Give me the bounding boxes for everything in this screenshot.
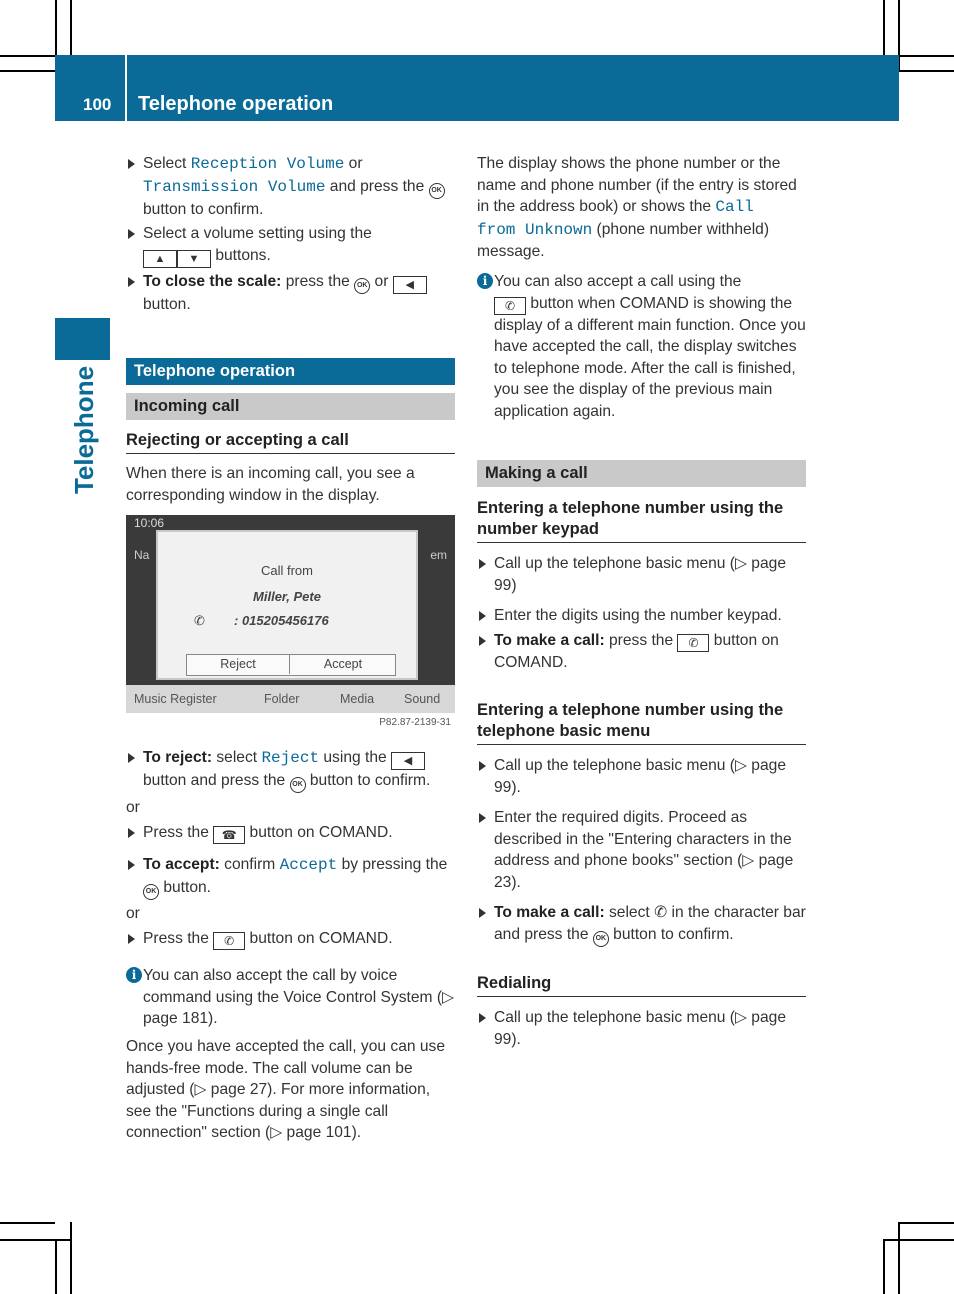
- menu-item-sound[interactable]: Sound: [404, 692, 441, 706]
- end-call-icon: ☎: [213, 826, 245, 844]
- call-icon: ✆: [494, 297, 526, 315]
- ok-icon: OK: [593, 931, 609, 947]
- crop-mark: [0, 1239, 71, 1241]
- dialog-buttons: [186, 654, 396, 676]
- step-basic-menu-make-call: To make a call: select ✆ in the character bar and press the OK button to confirm.: [477, 902, 806, 947]
- header-divider: [125, 55, 127, 121]
- crop-mark: [898, 1222, 900, 1294]
- down-arrow-icon: ▼: [177, 250, 211, 268]
- step-accept: To accept: confirm Accept by pressing the OK button.: [126, 854, 455, 900]
- caller-name: Miller, Pete: [253, 589, 321, 604]
- step-reject: To reject: select Reject using the ◀ button and press the OK button to confirm.: [126, 747, 455, 793]
- crop-mark: [0, 1222, 55, 1224]
- subsection-header-making-call: Making a call: [477, 460, 806, 487]
- intro-paragraph: When there is an incoming call, you see a corresponding window in the display.: [126, 465, 415, 504]
- section-header-telephone-operation: Telephone operation: [126, 358, 455, 385]
- display-paragraph: The display shows the phone number or the name and phone number (if the entry is stored in the address book) or shows the Call from Unknown (phone number withheld) message.: [477, 155, 797, 260]
- page-header: [55, 55, 899, 121]
- crop-mark: [70, 1222, 72, 1294]
- crop-mark: [899, 55, 954, 57]
- accept-button[interactable]: Accept: [323, 657, 363, 671]
- crop-mark: [55, 1239, 57, 1294]
- incoming-call-dialog: [156, 530, 418, 680]
- crop-mark: [883, 1239, 885, 1294]
- step-keypad-digits: Enter the digits using the number keypad.: [477, 605, 806, 627]
- menu-item-media[interactable]: Media: [340, 692, 375, 706]
- ok-icon: OK: [143, 884, 159, 900]
- info-icon: i: [477, 273, 493, 289]
- ok-icon: OK: [429, 183, 445, 199]
- or-separator: or: [126, 905, 140, 922]
- crop-mark: [883, 0, 885, 55]
- or-separator: or: [126, 799, 140, 816]
- crop-mark: [0, 55, 55, 57]
- heading-number-keypad: Entering a telephone number using the number keypad: [477, 498, 806, 543]
- subsection-header-incoming-call: Incoming call: [126, 393, 455, 420]
- handsfree-paragraph: Once you have accepted the call, you can use hands-free mode. The call volume can be adjusted (▷ page 27). For more information, see the "Functions during a single call connection" section (▷ page 101).: [126, 1038, 446, 1141]
- heading-redialing: Redialing: [477, 973, 806, 997]
- step-select-volume-type: Select Reception Volume or Transmission Volume and press the OK button to confirm.: [126, 153, 455, 220]
- side-tab-label: Telephone: [69, 365, 99, 495]
- heading-rejecting-accepting: Rejecting or accepting a call: [126, 430, 455, 454]
- step-select-volume-setting: Select a volume setting using the ▲ ▼ buttons.: [126, 223, 455, 268]
- menu-item-music-register[interactable]: Music Register: [134, 692, 217, 706]
- dialog-title: Call from: [260, 563, 313, 578]
- handset-icon: ✆: [194, 613, 205, 628]
- info-accept-call: i You can also accept a call using the ✆ button when COMAND is showing the display of a different main function. Once you have accepted the call, the display switches to telephone mode. After the call is finished, you see the display of the previous main application again.: [477, 271, 806, 422]
- display-status-bar: 10:06: [134, 516, 165, 530]
- crop-mark: [55, 0, 57, 55]
- option-accept: Accept: [279, 856, 338, 874]
- option-reception-volume: Reception Volume: [190, 155, 345, 173]
- info-voice-control: i You can also accept the call by voice command using the Voice Control System (▷ page 181).: [126, 965, 455, 1030]
- crop-mark: [899, 1222, 954, 1224]
- step-basic-menu-digits: Enter the required digits. Proceed as described in the "Entering characters in the address and phone books" section (▷ page 23).: [477, 807, 806, 893]
- back-icon: ◀: [391, 752, 425, 770]
- crop-mark: [883, 1239, 954, 1241]
- step-close-scale: To close the scale: press the OK or ◀ button.: [126, 271, 455, 316]
- heading-basic-menu: Entering a telephone number using the telephone basic menu: [477, 700, 806, 745]
- back-icon: ◀: [393, 276, 427, 294]
- step-press-call: Press the ✆ button on COMAND.: [126, 928, 455, 950]
- step-keypad-make-call: To make a call: press the ✆ button on COMAND.: [477, 630, 806, 674]
- menu-item-folder[interactable]: Folder: [264, 692, 300, 706]
- info-icon: i: [126, 967, 142, 983]
- side-tab: [55, 318, 110, 360]
- ok-icon: OK: [354, 278, 370, 294]
- step-press-end-call: Press the ☎ button on COMAND.: [126, 822, 455, 844]
- step-basic-menu-open: Call up the telephone basic menu (▷ page 99).: [477, 755, 806, 798]
- comand-display-figure: 10:06 Na em Call from Miller, Pete ✆ : 015205456176 Reject Accept Music Register Folder Media Sound: [126, 515, 455, 713]
- call-icon: ✆: [677, 634, 709, 652]
- step-keypad-basic-menu: Call up the telephone basic menu (▷ page 99): [477, 553, 806, 596]
- option-transmission-volume: Transmission Volume: [143, 177, 326, 196]
- handset-icon: ✆: [654, 904, 668, 921]
- reject-button[interactable]: Reject: [187, 655, 290, 674]
- step-redial-basic-menu: Call up the telephone basic menu (▷ page 99).: [477, 1007, 806, 1050]
- call-icon: ✆: [213, 932, 245, 950]
- figure-code: P82.87-2139-31: [379, 717, 451, 728]
- page-title: Telephone operation: [138, 93, 334, 115]
- option-reject: Reject: [261, 749, 320, 767]
- caller-number: : 015205456176: [234, 613, 329, 628]
- message-call-from-unknown: Call: [715, 198, 754, 216]
- up-arrow-icon: ▲: [143, 250, 177, 268]
- ok-icon: OK: [290, 777, 306, 793]
- page-number: 100: [83, 95, 112, 114]
- display-main-menu: [126, 685, 455, 713]
